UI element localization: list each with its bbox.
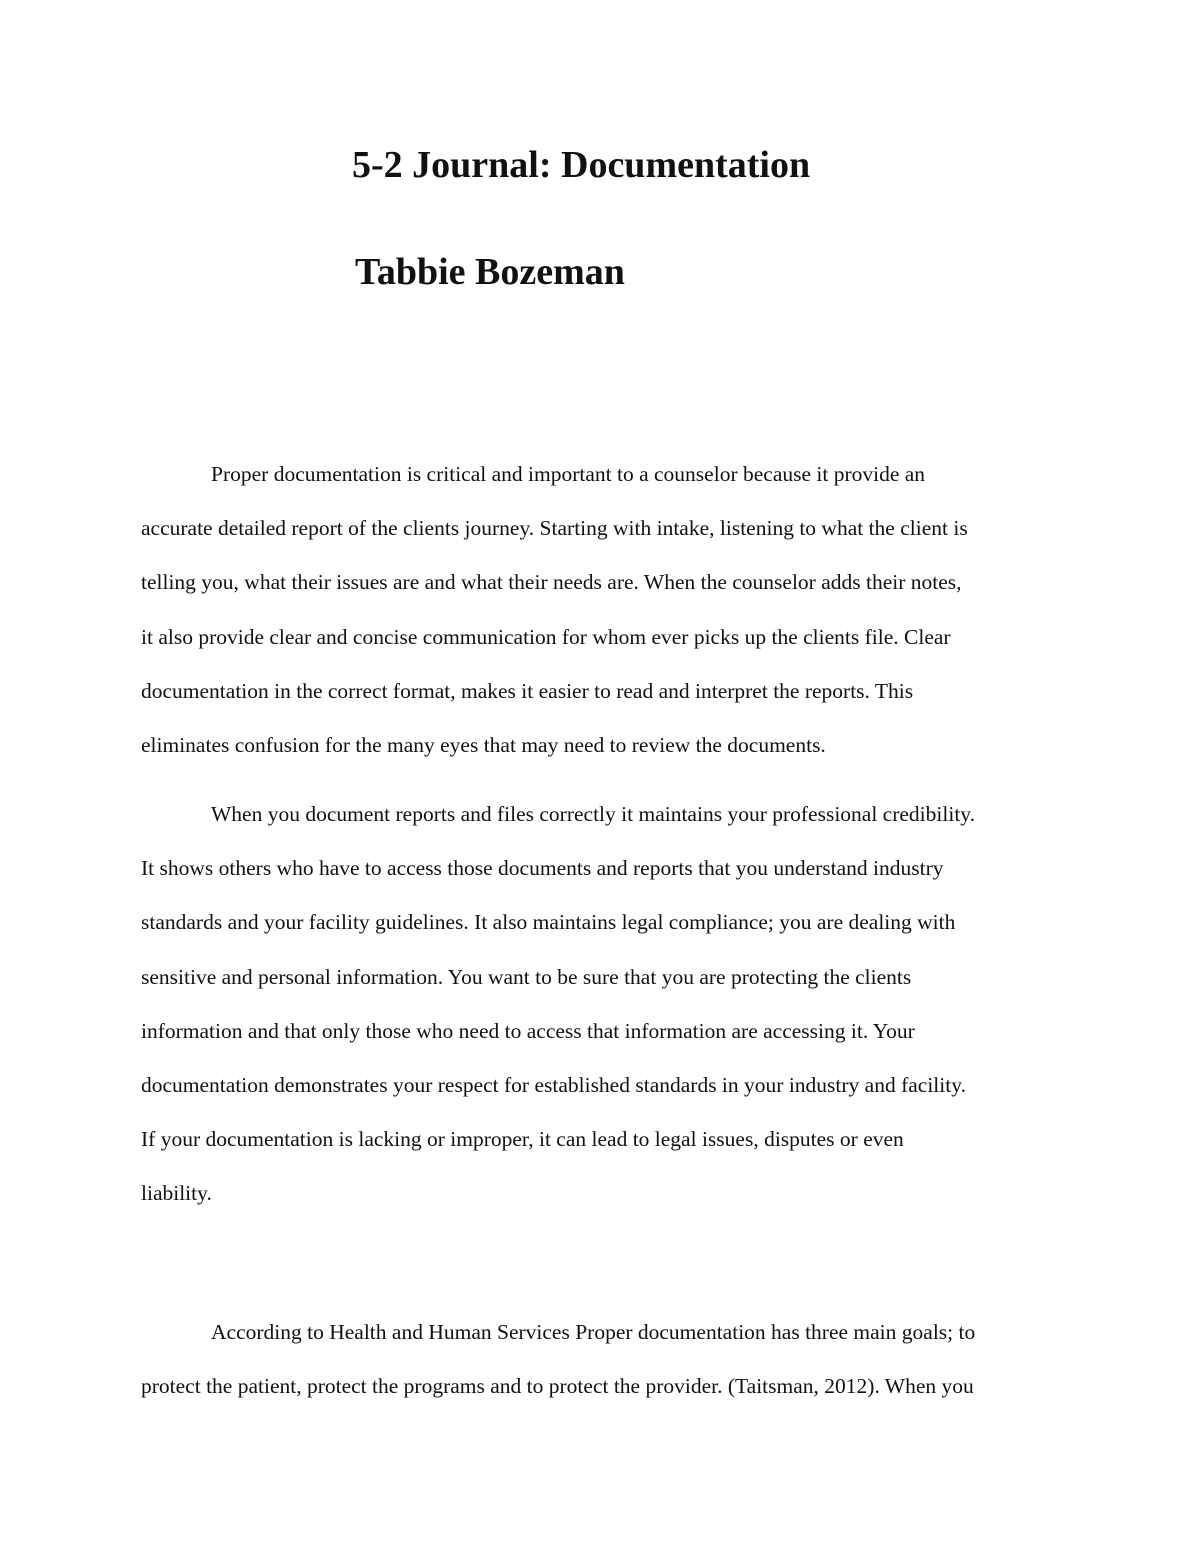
document-title: 5-2 Journal: Documentation (352, 144, 811, 186)
paragraph-line: Proper documentation is critical and important to a counselor because it provide an (211, 462, 926, 486)
paragraph-line: When you document reports and files correctly it maintains your professional credibility. (211, 802, 976, 826)
paragraph-line: According to Health and Human Services Proper documentation has three main goals; to (211, 1320, 976, 1344)
paragraph-line: sensitive and personal information. You want to be sure that you are protecting the clients (141, 964, 912, 989)
paragraph-1 (141, 447, 1071, 772)
paragraph-line: accurate detailed report of the clients journey. Starting with intake, listening to what the client is (141, 516, 968, 541)
paragraph-line: liability. (141, 1181, 212, 1206)
author-name: Tabbie Bozeman (355, 251, 625, 293)
paragraph-3 (141, 1305, 1071, 1413)
paragraph-line: eliminates confusion for the many eyes that may need to review the documents. (141, 732, 826, 757)
paragraph-2 (141, 787, 1071, 1221)
paragraph-line: documentation in the correct format, makes it easier to read and interpret the reports. This (141, 678, 914, 703)
paragraph-line: documentation demonstrates your respect for established standards in your industry and facility. (141, 1072, 966, 1097)
paragraph-line: it also provide clear and concise communication for whom ever picks up the clients file. Clear (141, 624, 951, 649)
paragraph-line: It shows others who have to access those documents and reports that you understand industry (141, 856, 944, 881)
paragraph-line: telling you, what their issues are and what their needs are. When the counselor adds their notes, (141, 570, 962, 595)
paragraph-line: standards and your facility guidelines. It also maintains legal compliance; you are dealing with (141, 910, 956, 935)
paragraph-line: information and that only those who need to access that information are accessing it. Your (141, 1018, 915, 1043)
paragraph-line: If your documentation is lacking or improper, it can lead to legal issues, disputes or even (141, 1127, 904, 1152)
paragraph-line: protect the patient, protect the programs and to protect the provider. (Taitsman, 2012). When you (141, 1374, 974, 1399)
